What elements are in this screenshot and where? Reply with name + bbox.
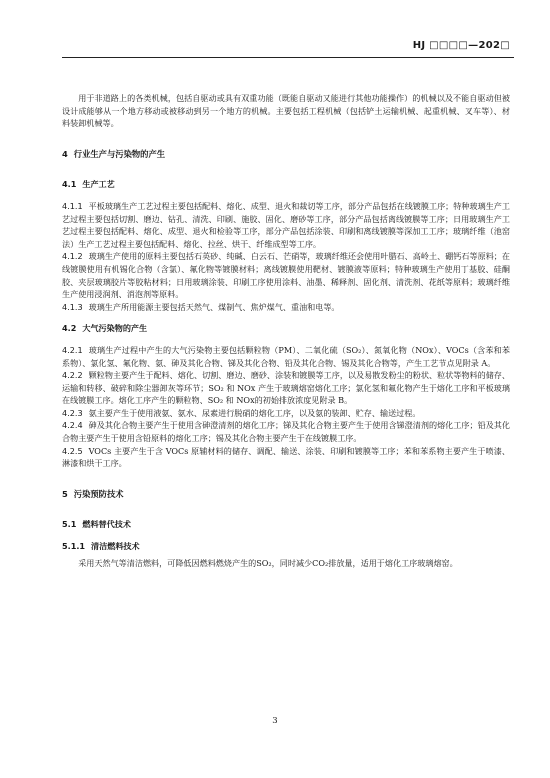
section-4-1-heading: [62, 178, 510, 191]
clause-number: 4.2.5: [62, 445, 83, 456]
page-content: [62, 92, 510, 569]
clause-4-2-2: [62, 369, 510, 407]
section-5-1-1-heading: [62, 540, 510, 553]
section-title: 污染预防技术: [73, 488, 124, 499]
intro-paragraph: 用于非道路上的各类机械，包括自驱动或具有双重功能（既能自驱动又能进行其他功能操作）的机械以及不能自驱动但被设计成能够从一个地方移动或被移动到另一个地方的机械。主要包括工程机械（包括铲土运输机械、起重机械、叉车等）、材料装卸机械等。: [62, 93, 510, 129]
clause-text: 平板玻璃生产工艺过程主要包括配料、熔化、成型、退火和裁切等工序，部分产品包括在线镀膜工序；特种玻璃生产工艺过程主要包括切割、磨边、钻孔、清洗、印刷、施胶、固化、磨砂等工序，部分产品包括离线镀膜等工序；日用玻璃生产工艺过程主要包括配料、熔化、成型、退火和检验等工序，部分产品包括涂装、印刷和离线镀膜等深加工工序；玻璃纤维（池窑法）生产工艺过程主要包括配料、熔化、拉丝、烘干、纤维成型等工序。: [62, 200, 510, 249]
clause-number: 4.1.2: [62, 251, 83, 262]
clause-4-2-5: [62, 445, 510, 470]
clause-text: VOCs 主要产生于含 VOCs 原辅材料的储存、调配、输送、涂装、印刷和镀膜等工序；苯和苯系物主要产生于喷漆、淋漆和烘干工序。: [62, 445, 510, 469]
section-number: 5.1: [62, 519, 77, 530]
clause-4-1-2: [62, 250, 510, 300]
section-title: 大气污染物的产生: [82, 323, 148, 334]
header-rule: [62, 57, 514, 58]
section-title: 燃料替代技术: [82, 519, 131, 530]
section-5-1-heading: [62, 518, 510, 531]
clause-number: 4.2.2: [62, 370, 83, 381]
section-number: 4.1: [62, 179, 77, 190]
clause-4-1-1: [62, 200, 510, 250]
clause-number: 4.2.3: [62, 407, 83, 418]
section-number: 5: [62, 488, 68, 499]
section-4-heading: [62, 148, 510, 161]
section-5-heading: [62, 488, 510, 501]
clause-text: 玻璃生产所用能源主要包括天然气、煤制气、焦炉煤气、重油和电等。: [88, 301, 340, 312]
page-number: 3: [272, 716, 278, 726]
clause-4-2-1: [62, 344, 510, 369]
section-title: 生产工艺: [82, 179, 115, 190]
standard-code: HJ □□□□—202□: [412, 40, 510, 51]
clause-number: 4.2.1: [62, 344, 83, 355]
clause-number: 4.1.3: [62, 301, 83, 312]
clause-text: 玻璃生产过程中产生的大气污染物主要包括颗粒物（PM）、二氧化硫（SO₂）、氮氧化物（NOx）、VOCs（含苯和苯系物）、氯化氢、氟化物、氨、砷及其化合物、锑及其化合物、铅及其化合物、锡及其化合物等，产生工艺节点见附录 A。: [62, 344, 510, 368]
clause-5-1-1-body: 采用天然气等清洁燃料，可降低因燃料燃烧产生的SO₂，同时减少CO₂排放量，适用于熔化工序玻璃熔窑。: [78, 557, 458, 568]
section-number: 5.1.1: [62, 541, 86, 552]
section-4-2-heading: [62, 322, 510, 335]
section-number: 4.2: [62, 323, 77, 334]
clause-4-1-3: [62, 301, 510, 314]
clause-text: 颗粒物主要产生于配料、熔化、切割、磨边、磨砂、涂装和镀膜等工序，以及易散发粉尘的粉状、粒状等物料的储存、运输和转移、破碎和除尘器卸灰等环节；SO₂ 和 NOx 产生于玻璃熔窑熔化工序；氯化氢和氟化物产生于熔化工序和平板玻璃在线镀膜工序。熔化工序产生的颗粒物、SO₂ 和 NOx的初始排放浓度见附录 B。: [62, 370, 510, 406]
clause-number: 4.2.4: [62, 420, 83, 431]
clause-4-2-3: [62, 407, 510, 420]
section-number: 4: [62, 148, 68, 159]
section-title: 行业生产与污染物的产生: [73, 148, 166, 159]
clause-4-2-4: [62, 419, 510, 444]
section-title: 清洁燃料技术: [91, 541, 140, 552]
clause-text: 氨主要产生于使用液氨、氨水、尿素进行脱硝的熔化工序，以及氨的装卸、贮存、输送过程。: [88, 407, 421, 418]
clause-number: 4.1.1: [62, 200, 83, 211]
clause-text: 砷及其化合物主要产生于使用含砷澄清剂的熔化工序；锑及其化合物主要产生于使用含锑澄清剂的熔化工序；铅及其化合物主要产生于使用含铅原料的熔化工序；锡及其化合物主要产生于在线镀膜工序。: [62, 420, 510, 444]
clause-text: 玻璃生产使用的原料主要包括石英砂、纯碱、白云石、芒硝等，玻璃纤维还会使用叶腊石、高岭土、硼钙石等原料；在线镀膜使用有机锡化合物（含氯）、氟化物等镀膜材料；离线镀膜使用靶材、镀膜液等原料；特种玻璃生产使用丁基胶、硅酮胶、夹层玻璃胶片等胶粘材料；日用玻璃涂装、印刷工序使用涂料、油墨、稀释剂、固化剂、清洗剂、花纸等原料；玻璃纤维生产使用浸润剂、消泡剂等原料。: [62, 251, 510, 300]
